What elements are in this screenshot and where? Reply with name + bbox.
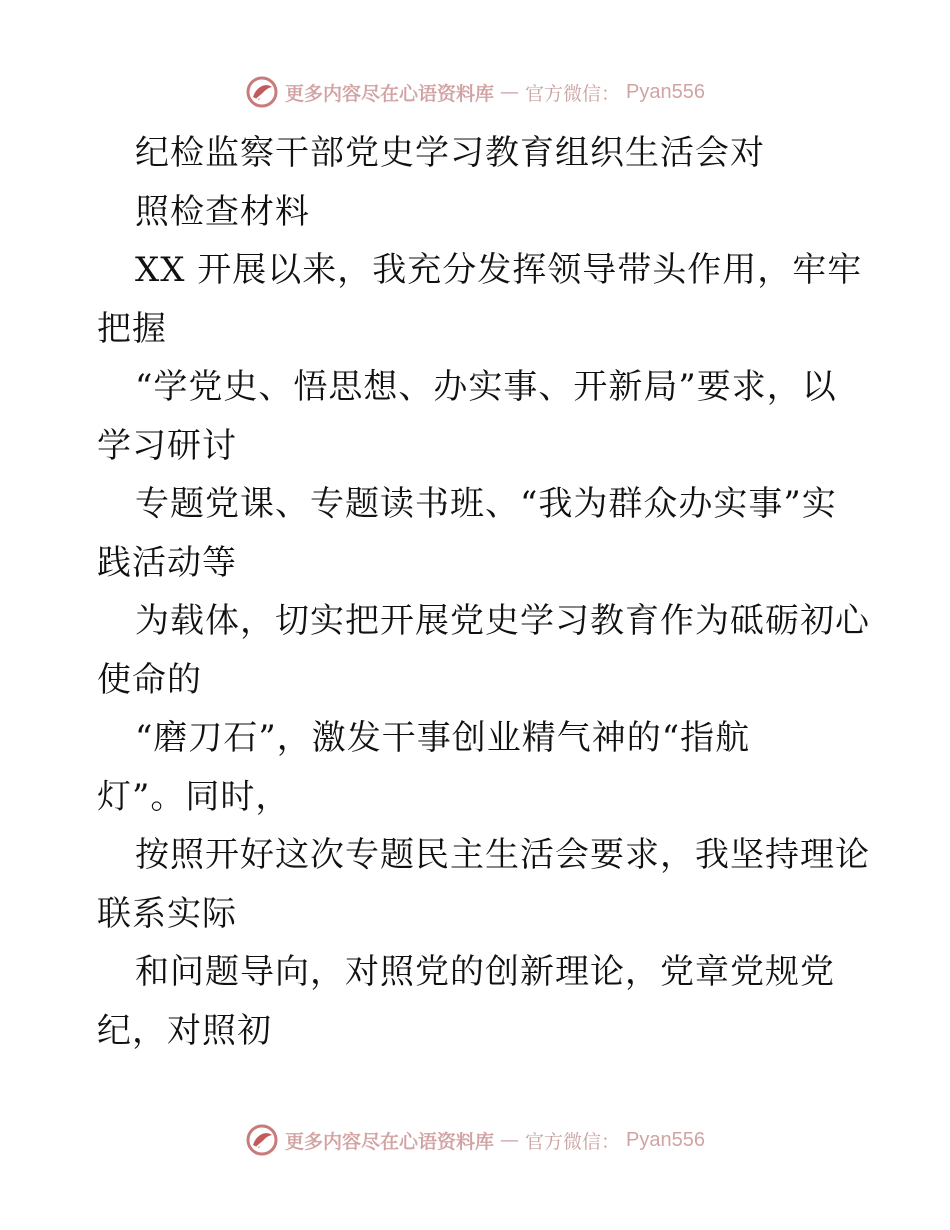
paragraph-line: 联系实际 — [97, 893, 237, 934]
paragraph-line: 按照开好这次专题民主生活会要求，我坚持理论 — [135, 835, 870, 875]
paragraph-line: 为载体，切实把开展党史学习教育作为砥砺初心 — [135, 601, 870, 641]
paragraph-line: 使命的 — [97, 659, 202, 700]
document-title-line-2: 照检查材料 — [135, 191, 310, 232]
paragraph-line: 和问题导向，对照党的创新理论，党章党规党 — [135, 952, 835, 992]
document-body — [97, 124, 870, 1060]
document-title-line-1: 纪检监察干部党史学习教育组织生活会对 — [135, 133, 765, 173]
paragraph-line: “学党史、悟思想、办实事、开新局”要求，以 — [135, 367, 837, 407]
paragraph-line: “磨刀石”，激发干事创业精气神的“指航 — [135, 718, 751, 758]
watermark-dash: — — [500, 81, 520, 103]
watermark-wechat-label: 官方微信： — [525, 1130, 621, 1153]
paragraph-line: 灯”。同时， — [97, 776, 291, 817]
watermark-wechat-label: 官方微信： — [525, 82, 621, 105]
watermark-header — [0, 72, 950, 112]
paragraph-line: 专题党课、专题读书班、“我为群众办实事”实 — [135, 484, 837, 524]
watermark-text: 更多内容尽在心语资料库 — [285, 1130, 495, 1153]
red-seal-logo-icon — [245, 1123, 279, 1157]
paragraph-line: XX 开展以来，我充分发挥领导带头作用，牢牢 — [135, 250, 863, 290]
paragraph-line: 纪，对照初 — [97, 1010, 272, 1051]
paragraph-line: 把握 — [97, 308, 167, 349]
paragraph-line: 学习研讨 — [97, 425, 237, 466]
watermark-dash: — — [500, 1129, 520, 1151]
paragraph-line: 践活动等 — [97, 542, 237, 583]
watermark-text: 更多内容尽在心语资料库 — [285, 82, 495, 105]
watermark-wechat-id: Pyan556 — [626, 80, 705, 103]
red-seal-logo-icon — [245, 75, 279, 109]
watermark-footer — [0, 1120, 950, 1160]
watermark-wechat-id: Pyan556 — [626, 1128, 705, 1151]
